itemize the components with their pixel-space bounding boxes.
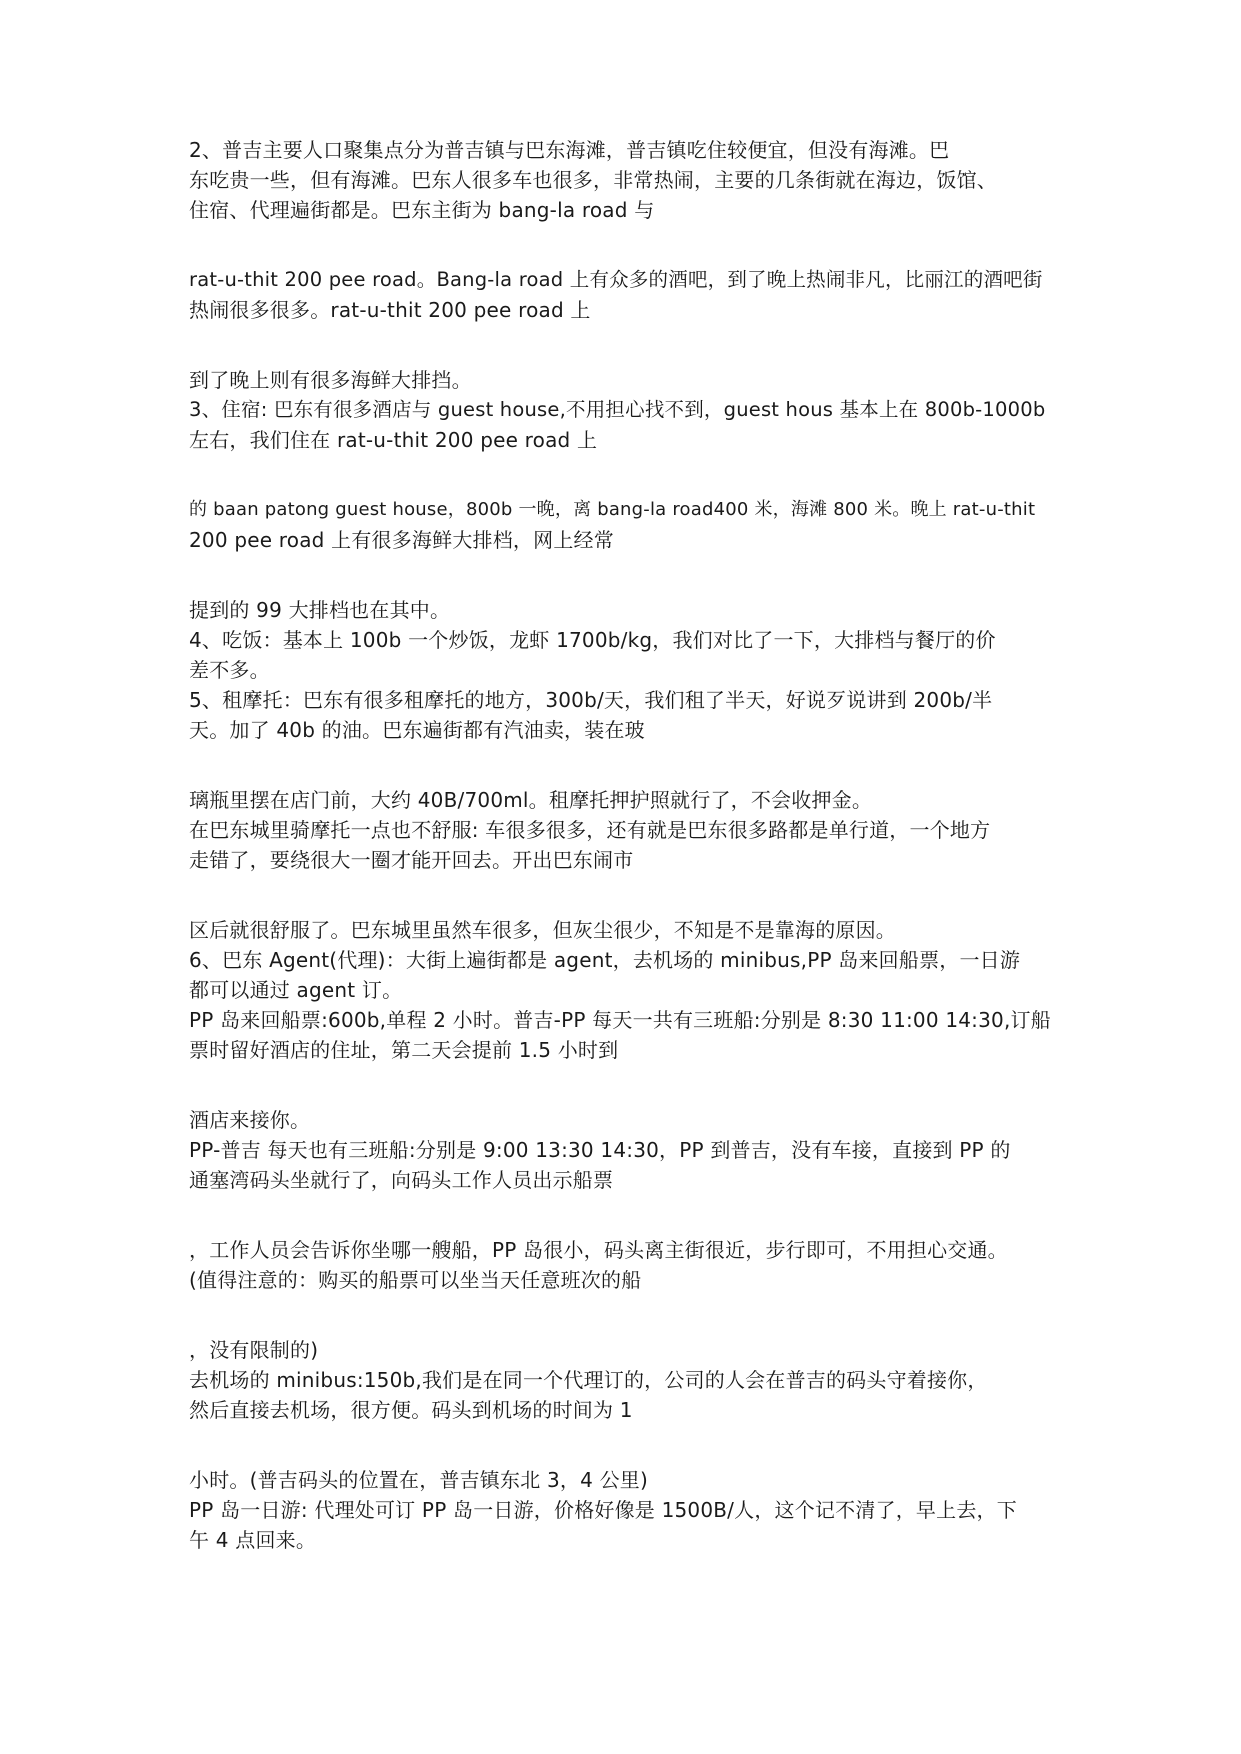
text-line: 东吃贵一些，但有海滩。巴东人很多车也很多，非常热闹，主要的几条街就在海边，饭馆、 [189, 168, 997, 192]
text-line: PP 岛来回船票:600b,单程 2 小时。普吉-PP 每天一共有三班船:分别是 8:30 11:00 14:30,订船 [189, 1008, 1051, 1032]
text-line: 酒店来接你。 [189, 1108, 311, 1132]
text-line: 然后直接去机场，很方便。码头到机场的时间为 1 [189, 1398, 633, 1422]
text-line: 去机场的 minibus:150b,我们是在同一个代理订的，公司的人会在普吉的码头守着接你， [189, 1368, 988, 1392]
text-line: 天。加了 40b 的油。巴东遍街都有汽油卖，装在玻 [189, 718, 645, 742]
text-line: 璃瓶里摆在店门前，大约 40B/700ml。租摩托押护照就行了，不会收押金。 [189, 788, 873, 812]
text-line: 4、吃饭：基本上 100b 一个炒饭，龙虾 1700b/kg，我们对比了一下，大排档与餐厅的价 [189, 628, 996, 652]
text-line: 3、住宿: 巴东有很多酒店与 guest house,不用担心找不到，guest hous 基本上在 800b-1000b [189, 398, 1046, 421]
text-line: 票时留好酒店的住址，第二天会提前 1.5 小时到 [189, 1038, 619, 1062]
text-line: 的 baan patong guest house，800b 一晚，离 bang-la road400 米，海滩 800 米。晚上 rat-u-thit [189, 499, 1036, 520]
text-line: 都可以通过 agent 订。 [189, 978, 403, 1002]
text-line: 小时。(普吉码头的位置在，普吉镇东北 3，4 公里) [189, 1468, 648, 1492]
text-line: 热闹很多很多。rat-u-thit 200 pee road 上 [189, 298, 591, 322]
text-line: 差不多。 [189, 658, 270, 682]
text-line: PP-普吉 每天也有三班船:分别是 9:00 13:30 14:30，PP 到普吉，没有车接，直接到 PP 的 [189, 1138, 1011, 1162]
text-line: 2、普吉主要人口聚集点分为普吉镇与巴东海滩，普吉镇吃住较便宜，但没有海滩。巴 [189, 138, 950, 162]
text-line: 200 pee road 上有很多海鲜大排档，网上经常 [189, 528, 614, 552]
text-line: 左右，我们住在 rat-u-thit 200 pee road 上 [189, 428, 598, 452]
text-line: 到了晚上则有很多海鲜大排挡。 [189, 368, 472, 392]
text-line: 在巴东城里骑摩托一点也不舒服: 车很多很多，还有就是巴东很多路都是单行道，一个地方 [189, 818, 991, 842]
text-line: (值得注意的：购买的船票可以坐当天任意班次的船 [189, 1268, 642, 1292]
text-line: rat-u-thit 200 pee road。Bang-la road 上有众多的酒吧，到了晚上热闹非凡，比丽江的酒吧街 [189, 268, 1043, 291]
text-line: 5、租摩托：巴东有很多租摩托的地方，300b/天，我们租了半天，好说歹说讲到 200b/半 [189, 688, 993, 712]
text-line: 午 4 点回来。 [189, 1528, 317, 1552]
text-line: 区后就很舒服了。巴东城里虽然车很多，但灰尘很少，不知是不是靠海的原因。 [189, 918, 896, 942]
text-line: 通塞湾码头坐就行了，向码头工作人员出示船票 [189, 1168, 614, 1192]
text-line: PP 岛一日游: 代理处可订 PP 岛一日游，价格好像是 1500B/人，这个记不清了，早上去，下 [189, 1498, 1017, 1522]
text-line: 6、巴东 Agent(代理)：大街上遍街都是 agent，去机场的 minibus,PP 岛来回船票，一日游 [189, 948, 1021, 972]
text-line: 提到的 99 大排档也在其中。 [189, 598, 451, 622]
text-line: ，没有限制的) [189, 1338, 319, 1362]
text-line: 住宿、代理遍街都是。巴东主街为 bang-la road 与 [189, 198, 655, 222]
text-line: ，工作人员会告诉你坐哪一艘船，PP 岛很小，码头离主街很近，步行即可，不用担心交通。 [189, 1238, 1008, 1262]
text-line: 走错了，要绕很大一圈才能开回去。开出巴东闹市 [189, 848, 634, 872]
